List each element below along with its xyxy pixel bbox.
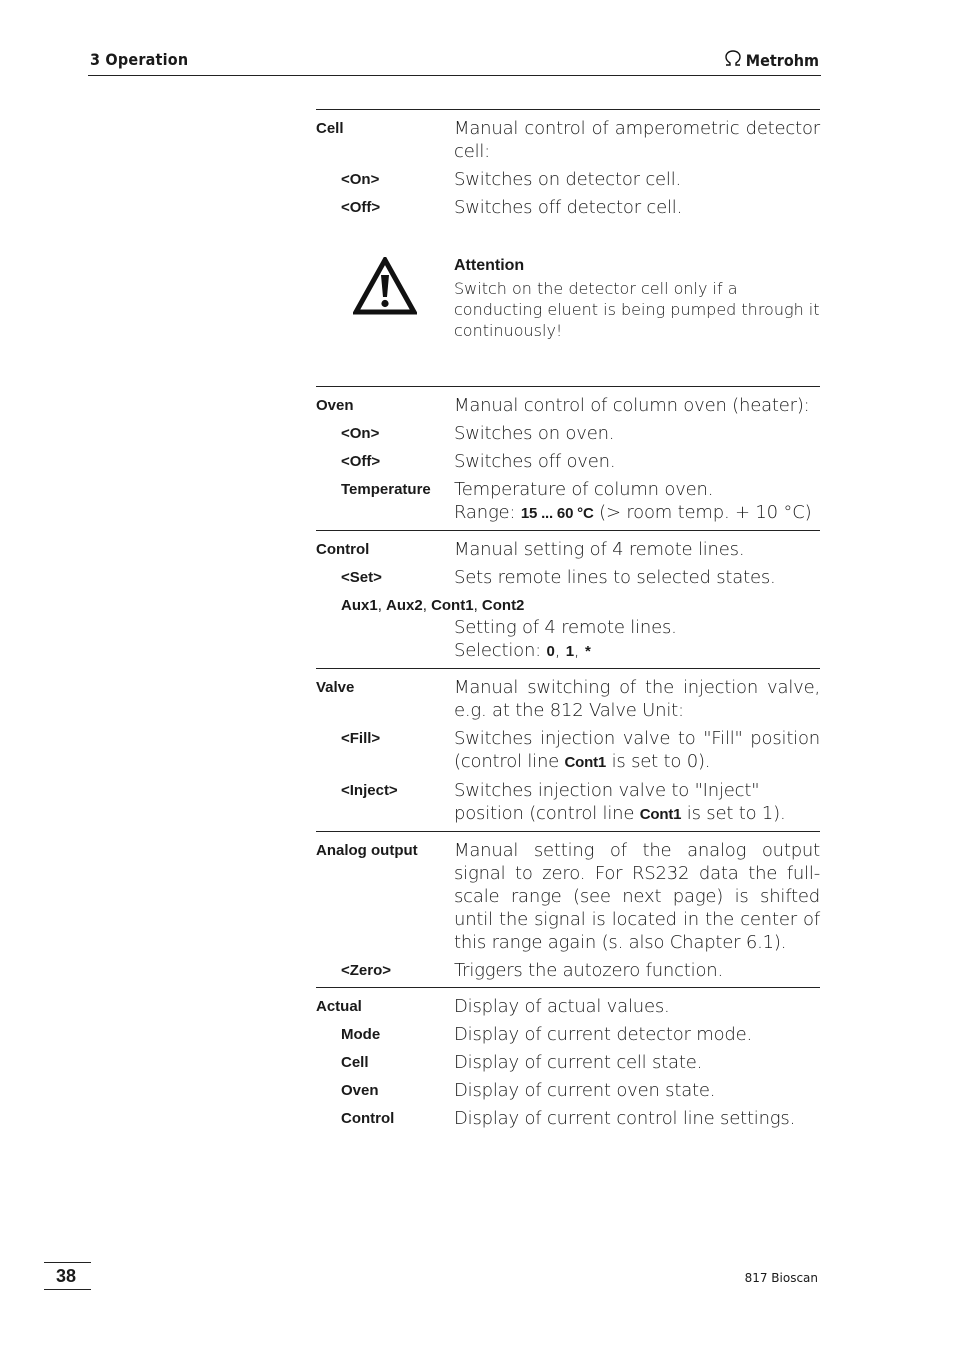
aux2-label: Aux2 xyxy=(386,597,423,614)
cell-off-label: <Off> xyxy=(341,199,381,216)
oven-section xyxy=(316,386,820,530)
oven-on-label: <On> xyxy=(341,425,380,442)
actual-label: Actual xyxy=(316,998,362,1015)
parameter-table xyxy=(316,109,820,1135)
brand-name: Metrohm xyxy=(745,50,819,70)
cell-section xyxy=(316,109,820,386)
valve-fill-label: <Fill> xyxy=(341,730,381,747)
selection-0: 0 xyxy=(546,643,555,660)
brand-logo xyxy=(723,50,819,70)
inject-desc-a: Switches injection valve to "Inject" position (control line xyxy=(454,780,760,824)
header-rule xyxy=(88,75,821,76)
control-lines-desc xyxy=(454,616,820,663)
inject-code: Cont1 xyxy=(639,806,682,823)
actual-mode-desc: Display of current detector mode. xyxy=(454,1024,753,1045)
cell-on-desc: Switches on detector cell. xyxy=(454,169,682,190)
valve-label: Valve xyxy=(316,679,355,696)
separator: , xyxy=(573,640,585,661)
selection-star: * xyxy=(584,643,591,660)
separator: , xyxy=(422,597,432,614)
cont2-label: Cont2 xyxy=(481,597,525,614)
temperature-desc-text: Temperature of column oven. xyxy=(454,479,714,500)
separator: , xyxy=(473,597,482,614)
valve-fill-desc xyxy=(454,727,820,774)
omega-logo-icon xyxy=(723,50,743,70)
analog-zero-label: <Zero> xyxy=(341,962,392,979)
fill-desc-b: is set to 0). xyxy=(606,751,711,772)
separator: , xyxy=(377,597,387,614)
aux1-label: Aux1 xyxy=(341,597,378,614)
attention-text: Switch on the detector cell only if a conducting eluent is being pumped through it continuously! xyxy=(454,279,820,340)
oven-off-desc: Switches off oven. xyxy=(454,451,616,472)
actual-oven-label: Oven xyxy=(341,1082,379,1099)
attention-title: Attention xyxy=(454,257,525,274)
selection-1: 1 xyxy=(565,643,574,660)
actual-control-desc: Display of current control line settings. xyxy=(454,1108,796,1129)
footer-rule-top xyxy=(44,1262,91,1263)
oven-temperature-label: Temperature xyxy=(341,481,431,498)
product-name: 817 Bioscan xyxy=(744,1271,818,1285)
actual-mode-label: Mode xyxy=(341,1026,381,1043)
analog-output-section xyxy=(316,831,820,987)
analog-output-desc: Manual setting of the analog output signal to zero. For RS232 data the full-scale range (see next page) is shifted until the signal is located in the center of this range again (s. also Chapter 6.1). xyxy=(454,840,820,953)
cell-label: Cell xyxy=(316,120,344,137)
actual-cell-label: Cell xyxy=(341,1054,369,1071)
selection-prefix: Selection: xyxy=(454,640,547,661)
inject-desc-b: is set to 1). xyxy=(681,803,786,824)
actual-control-label: Control xyxy=(341,1110,395,1127)
actual-section xyxy=(316,987,820,1135)
range-suffix: (> room temp. + 10 °C) xyxy=(593,502,812,523)
oven-on-desc: Switches on oven. xyxy=(454,423,615,444)
valve-desc: Manual switching of the injection valve, e.g. at the 812 Valve Unit: xyxy=(454,677,820,721)
valve-inject-label: <Inject> xyxy=(341,782,398,799)
oven-desc: Manual control of column oven (heater): xyxy=(454,395,810,416)
control-set-desc: Sets remote lines to selected states. xyxy=(454,567,776,588)
valve-section xyxy=(316,668,820,831)
control-section xyxy=(316,530,820,668)
valve-inject-desc xyxy=(454,779,820,826)
actual-cell-desc: Display of current cell state. xyxy=(454,1052,703,1073)
chapter-heading: 3 Operation xyxy=(90,50,189,69)
analog-zero-desc: Triggers the autozero function. xyxy=(454,960,724,981)
footer-rule xyxy=(44,1289,91,1290)
control-label: Control xyxy=(316,541,370,558)
warning-triangle-icon xyxy=(353,257,417,315)
fill-code: Cont1 xyxy=(564,754,607,771)
range-prefix: Range: xyxy=(454,502,521,523)
actual-oven-desc: Display of current oven state. xyxy=(454,1080,716,1101)
fill-desc-a: Switches injection valve to "Fill" position (control line xyxy=(454,728,820,772)
actual-desc: Display of actual values. xyxy=(454,996,670,1017)
oven-off-label: <Off> xyxy=(341,453,381,470)
analog-output-label: Analog output xyxy=(316,842,418,859)
cell-off-desc: Switches off detector cell. xyxy=(454,197,683,218)
oven-label: Oven xyxy=(316,397,354,414)
page-number: 38 xyxy=(56,1266,77,1286)
cell-desc: Manual control of amperometric detector cell: xyxy=(454,118,820,162)
lines-desc-text: Setting of 4 remote lines. xyxy=(454,617,677,638)
cell-on-label: <On> xyxy=(341,171,380,188)
control-desc: Manual setting of 4 remote lines. xyxy=(454,539,745,560)
range-value: 15 ... 60 °C xyxy=(520,505,594,522)
control-lines-label xyxy=(316,594,524,614)
cont1-label: Cont1 xyxy=(431,597,474,614)
separator: , xyxy=(554,640,566,661)
attention-note xyxy=(316,257,820,341)
control-set-label: <Set> xyxy=(341,569,382,586)
oven-temperature-desc xyxy=(454,478,820,525)
